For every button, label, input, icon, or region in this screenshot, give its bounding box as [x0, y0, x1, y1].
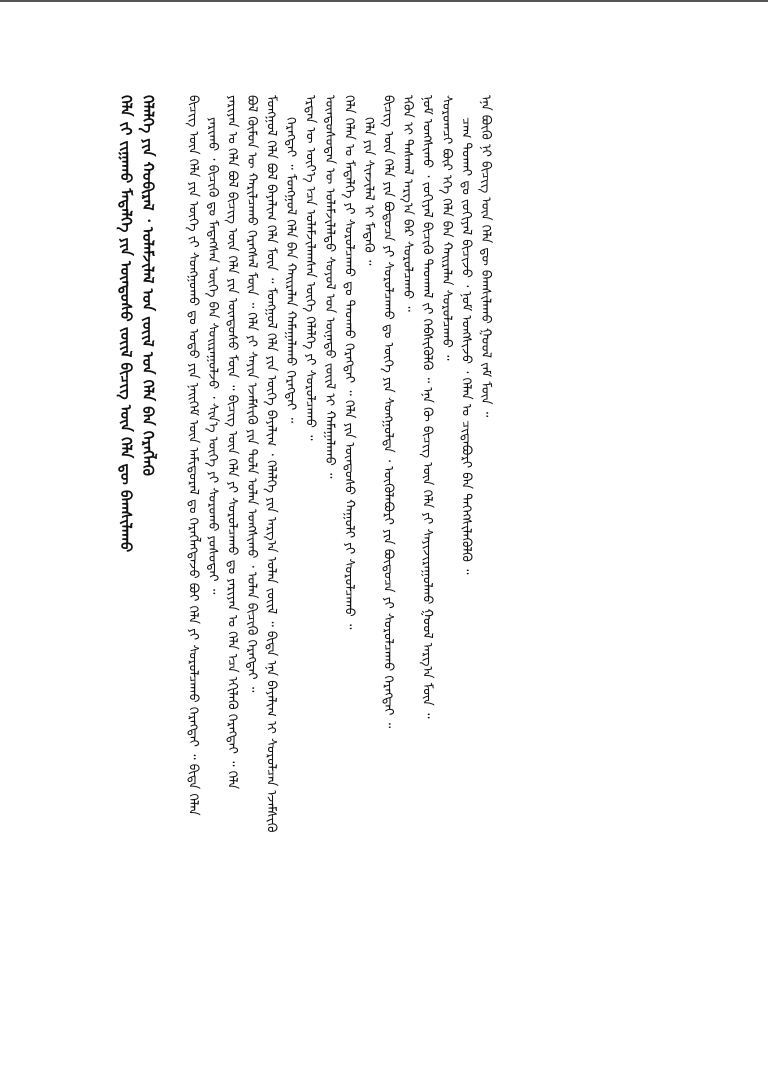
paragraph-line: ᠬᠡᠯᠡ ᠬᠡᠯᠡᠨ ᠤ ᠮᠡᠳᠡᠯᠭᠡ ᠶᠢ ᠰᠤᠷᠤᠯᠴᠠᠬᠤ ᠳᠤ ᠳᠠᠳᠬᠤ ᠬᠡᠷᠡᠭᠲᠡᠢ ᠃ ᠬᠡᠯᠡ ᠶᠢᠨ ᠦᠨᠳᠦᠰᠦ ᠬᠠᠭᠤᠯᠢ ᠶᠢ ᠰᠤᠷᠤᠯᠴᠠᠬᠤ ᠃ [341, 95, 357, 630]
vertical-text-block [115, 95, 655, 995]
paragraph-line: ᠨᠣᠮ ᠤᠩᠰᠢᠬᠤ ᠂ ᠵᠣᠬᠢᠶᠠᠯ ᠪᠢᠴᠢᠬᠦ ᠳᠠᠳᠬᠠᠯ ᠵᠢ ᠬᠡᠪᠰᠢᠭᠦᠯᠬᠦ ᠃ ᠡᠨᠡ ᠬᠦ ᠪᠢᠴᠢᠭ ᠦᠨ ᠬᠡᠯᠡ ᠶᠢ ᠰᠠᠶᠢᠵᠢᠷᠠᠭᠤᠯᠬᠤ ᠭᠣᠣᠯ ᠠᠷᠭ᠎ᠠ ᠮᠦᠨ ᠃ [419, 95, 435, 719]
paragraph-line: ᠮᠣᠩᠭᠣᠯ ᠬᠡᠯᠡ ᠪᠤᠯ ᠪᠠᠶᠠᠯᠢᠭ ᠬᠡᠯᠡ ᠮᠦᠨ ᠃ ᠮᠣᠩᠭᠣᠯ ᠬᠡᠯᠡ ᠶᠢᠨ ᠦᠭᠡ ᠪᠠᠶᠠᠯᠢᠭ ᠂ ᠬᠡᠯᠡᠯᠭᠡ ᠶᠢᠨ ᠠᠷᠭ᠎ᠠ ᠣᠯᠠᠨ ᠵᠦᠢᠯ ᠃ ᠪᠢᠳᠡ ᠡᠨᠡ ᠪᠠᠶᠠᠯᠢᠭ ᠢ ᠰᠤᠷᠤᠯᠴᠠᠨ ᠡᠵᠡᠮᠰᠢᠬᠦ [263, 95, 279, 833]
caption-line: ᠬᠡᠯᠡᠯᠭᠡ ᠶᠢᠨ ᠬᠤᠪᠢᠷᠠᠯ ᠂ ᠤᠯᠠᠮᠵᠢᠯᠠᠯ ᠤᠨ ᠵᠦᠢᠯ ᠤᠨ ᠬᠡᠯᠡ ᠪᠠᠨ ᠬᠡᠷᠡᠭᠯᠡᠬᠦ [139, 95, 157, 476]
paragraph-line: ᠪᠤᠯ ᠬᠦᠮᠦᠨ ᠦ ᠬᠠᠷᠢᠯᠴᠠᠬᠤ ᠬᠡᠷᠡᠭᠰᠡᠯ ᠮᠦᠨ ᠃ ᠬᠡᠯᠡ ᠶᠢ ᠰᠠᠶᠢᠨ ᠡᠵᠡᠮᠰᠢᠬᠦ ᠶᠢᠨ ᠲᠤᠯᠠ ᠤᠯᠠᠨ ᠤᠩᠰᠢᠬᠤ ᠂ ᠤᠯᠠᠨ ᠪᠢᠴᠢᠬᠦ ᠬᠡᠷᠡᠭᠲᠡᠢ ᠃ [244, 95, 259, 693]
paragraph-line: ᠪᠢᠴᠢᠭ ᠦᠨ ᠬᠡᠯᠡ ᠶᠢᠨ ᠦᠭᠡ ᠵᠢ ᠰᠤᠩᠭᠤᠬᠤ ᠳᠤ ᠤᠳᠤ ᠶᠢᠨ ᠨᠡᠢᠭᠡᠮ ᠦᠨ ᠠᠮᠢᠳᠤᠷᠠᠯ ᠳᠤ ᠬᠡᠷᠡᠭᠯᠡᠭᠳᠡᠵᠦ ᠪᠤᠢ ᠬᠡᠯᠡ ᠶᠢ ᠰᠤᠷᠤᠯᠴᠠᠬᠤ ᠬᠡᠷᠡᠭᠲᠡᠢ ᠃ ᠪᠢᠳᠡ ᠬᠡᠯᠡᠨ [185, 95, 201, 816]
paragraph-line: ᠬᠡᠯᠡ ᠶᠢᠨ ᠰᠢᠨᠵᠢᠯᠡᠯ ᠢ ᠮᠡᠳᠡᠬᠦ ᠃ [361, 117, 376, 266]
paragraph-line: ᠪᠢᠴᠢᠭ ᠦᠨ ᠬᠡᠯᠡ ᠶᠢᠨ ᠪᠤᠲᠦᠴᠡ ᠶᠢ ᠰᠤᠷᠤᠯᠴᠠᠬᠤ ᠳᠤ ᠦᠭᠡ ᠶᠢᠨ ᠰᠤᠩᠭᠤᠯᠲᠠ ᠂ ᠦᠭᠦᠯᠡᠪᠦᠷᠢ ᠶᠢᠨ ᠪᠦᠲᠦᠴᠡ ᠶᠢ ᠰᠤᠷᠤᠯᠴᠠᠬᠤ ᠬᠡᠷᠡᠭᠲᠡᠢ ᠃ [380, 95, 396, 729]
paragraph-line: ᠶᠠᠷᠢᠶᠠᠨ ᠤ ᠬᠡᠯᠡ ᠪᠤᠯ ᠪᠢᠴᠢᠭ ᠦᠨ ᠬᠡᠯᠡ ᠶᠢᠨ ᠦᠨᠳᠦᠰᠦ ᠮᠦᠨ ᠃ ᠪᠢᠴᠢᠭ ᠦᠨ ᠬᠡᠯᠡ ᠶᠢ ᠰᠤᠷᠤᠯᠴᠠᠬᠤ ᠳᠤ ᠶᠠᠷᠢᠶᠠᠨ ᠤ ᠬᠡᠯᠡ ᠡᠴᠡ ᠡᠬᠢᠯᠡᠬᠦ ᠬᠡᠷᠡᠭᠲᠡᠢ ᠃ ᠬᠡᠯᠡ [224, 95, 240, 790]
paragraph-line: ᠴᠠᠭ ᠲᠤᠬᠠᠢ ᠳᠤ ᠵᠣᠬᠢᠶᠠᠯ ᠪᠢᠴᠢᠵᠦ ᠂ ᠨᠣᠮ ᠤᠩᠰᠢᠵᠤ ᠂ ᠬᠡᠯᠡᠨ ᠤ ᠴᠢᠳᠠᠪᠤᠷᠢ ᠪᠡᠨ ᠳᠡᠭᠡᠭᠰᠢᠯᠡᠭᠦᠯᠬᠦ ᠃ [458, 117, 474, 575]
caption-line: ᠬᠡᠯᠡ ᠵᠢ ᠵᠢᠭᠠᠬᠤ ᠮᠡᠳᠡᠯᠭᠡ ᠶᠢᠨ ᠦᠨᠳᠦᠰᠦ ᠵᠦᠢᠯ ᠪᠢᠴᠢᠭ ᠦᠨ ᠬᠡᠯᠡ ᠳᠦ ᠪᠠᠭᠰᠢᠯᠠᠬᠤ [117, 95, 135, 553]
paragraph-line: ᠰᠤᠷᠤᠭᠴᠢ ᠪᠦᠷ ᠡᠬᠡ ᠬᠡᠯᠡ ᠪᠡᠨ ᠬᠠᠢᠷᠠᠯᠠᠨ ᠰᠤᠷᠤᠯᠴᠠᠬᠤ ᠃ [439, 95, 454, 361]
paragraph-line: ᠦᠨᠳᠦᠰᠦᠲᠡᠨ ᠦ ᠤᠯᠠᠮᠵᠢᠯᠠᠯᠲᠤ ᠰᠣᠶᠣᠯ ᠤᠨ ᠦᠨᠡᠲᠦ ᠵᠦᠢᠯ ᠢ ᠬᠠᠮᠠᠭᠠᠯᠠᠬᠤ ᠃ [322, 95, 337, 479]
paragraph-line: ᠬᠡᠷᠡᠭᠲᠡᠢ ᠃ ᠮᠣᠩᠭᠣᠯ ᠬᠡᠯᠡ ᠪᠡᠨ ᠬᠠᠢᠷᠠᠯᠠᠨ ᠬᠠᠮᠠᠭᠠᠯᠠᠬᠤ ᠬᠡᠷᠡᠭᠲᠡᠢ ᠃ [283, 117, 298, 424]
paragraph-line: ᠡᠨᠡ ᠪᠦᠬᠦ ᠨᠢ ᠪᠢᠴᠢᠭ ᠦᠨ ᠬᠡᠯᠡ ᠳᠦ ᠪᠠᠭᠰᠢᠯᠠᠬᠤ ᠭᠣᠣᠯ ᠵᠠᠮ ᠮᠦᠨ ᠃ [478, 95, 493, 418]
paragraph-line: ᠶᠠᠷᠢᠬᠤ ᠂ ᠪᠢᠴᠢᠬᠦ ᠳᠤ ᠮᠡᠳᠡᠭᠰᠡᠨ ᠦᠭᠡ ᠪᠡᠨ ᠰᠤᠢᠷᠠᠭᠤᠯᠵᠤ ᠂ ᠰᠢᠨ᠎ᠡ ᠦᠭᠡ ᠶᠢ ᠰᠤᠷᠤᠬᠤ ᠶᠤᠰᠤᠲᠠᠢ ᠃ [205, 117, 220, 595]
paragraph-columns [183, 95, 495, 995]
top-border-rule [0, 0, 768, 2]
paragraph-line: ᠡᠭᠦᠨ ᠢ ᠳᠠᠰᠬᠠᠯ ᠠᠷᠭ᠎ᠠ ᠪᠡᠷ ᠰᠤᠷᠤᠯᠴᠠᠬᠤ ᠃ [400, 95, 415, 312]
paragraph-line: ᠡᠷᠲᠡᠨ ᠦ ᠦᠶ᠎ᠡ ᠡᠴᠡ ᠤᠯᠠᠮᠵᠢᠯᠠᠭᠰᠠᠨ ᠦᠭᠡ ᠬᠡᠯᠡᠯᠭᠡ ᠶᠢ ᠰᠤᠷᠤᠯᠴᠠᠬᠤ ᠃ [302, 95, 318, 441]
